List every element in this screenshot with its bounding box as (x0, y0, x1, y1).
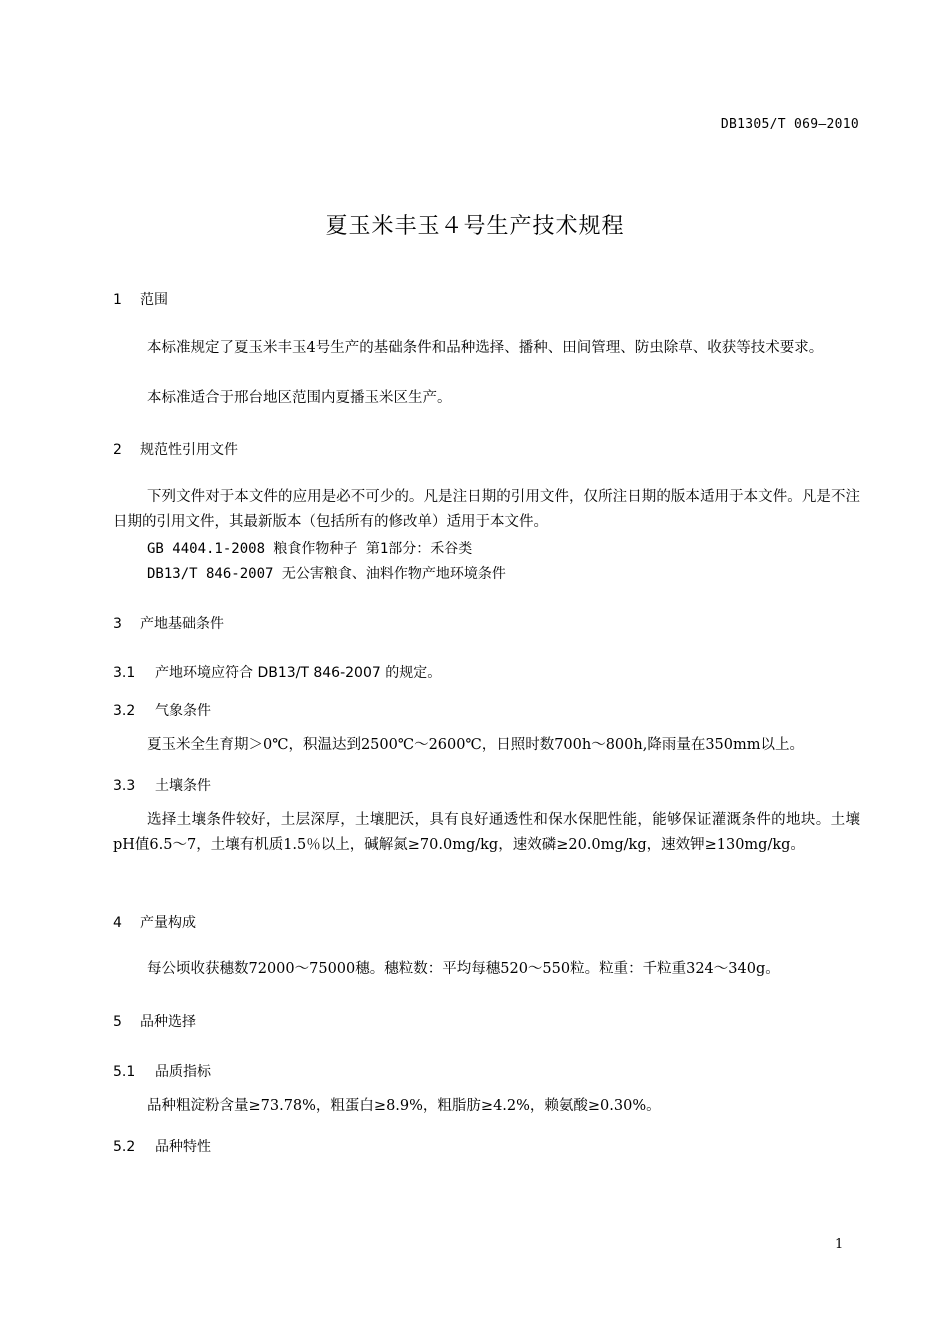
subsection-heading-3-1 (113, 662, 441, 682)
subsection-title: 品种特性 (155, 1139, 211, 1155)
page-number: 1 (835, 1237, 844, 1252)
paragraph-quality: 品种粗淀粉含量≥73.78%，粗蛋白≥8.9%，粗脂肪≥4.2%，赖氨酸≥0.30%。 (147, 1098, 661, 1114)
subsection-heading-3-3 (113, 775, 211, 795)
section-number: 2 (113, 442, 122, 458)
section-heading-4 (113, 912, 196, 932)
subsection-heading-5-2 (113, 1136, 211, 1156)
section-title: 产地基础条件 (140, 616, 224, 632)
subsection-title: 气象条件 (155, 703, 211, 719)
section-heading-1 (113, 289, 168, 309)
subsection-number: 3.3 (113, 778, 136, 794)
section-heading-5 (113, 1011, 196, 1031)
subsection-number: 5.2 (113, 1139, 136, 1155)
document-code: DB1305/T 069—2010 (720, 117, 859, 132)
section-heading-2 (113, 439, 238, 459)
document-title: 夏玉米丰玉４号生产技术规程 (325, 214, 625, 239)
subsection-number: 5.1 (113, 1064, 136, 1080)
section-title: 规范性引用文件 (140, 442, 238, 458)
section-number: 4 (113, 915, 122, 931)
section-number: 3 (113, 616, 122, 632)
section-title: 产量构成 (140, 915, 196, 931)
paragraph-scope: 本标准规定了夏玉米丰玉4号生产的基础条件和品种选择、播种、田间管理、防虫除草、收获等技术要求。 (147, 340, 824, 356)
reference-item: DB13/T 846-2007 无公害粮食、油料作物产地环境条件 (147, 566, 506, 582)
reference-item: GB 4404.1-2008 粮食作物种子 第1部分：禾谷类 (147, 541, 473, 557)
section-number: 1 (113, 292, 122, 308)
paragraph-soil: 选择土壤条件较好，土层深厚，土壤肥沃，具有良好通透性和保水保肥性能，能够保证灌溉条件的地块。土壤pH值6.5～7，土壤有机质1.5％以上，碱解氮≥70.0mg/kg，速效磷≥20.0mg/kg，速效钾≥130mg/kg。 (113, 812, 860, 853)
subsection-title: 品质指标 (155, 1064, 211, 1080)
section-title: 范围 (140, 292, 168, 308)
subsection-heading-5-1 (113, 1061, 211, 1081)
subsection-title: 产地环境应符合 DB13/T 846-2007 的规定。 (155, 665, 442, 681)
subsection-heading-3-2 (113, 700, 211, 720)
section-heading-3 (113, 613, 224, 633)
section-number: 5 (113, 1014, 122, 1030)
section-title: 品种选择 (140, 1014, 196, 1030)
paragraph-climate: 夏玉米全生育期＞0℃，积温达到2500℃～2600℃，日照时数700h～800h,降雨量在350mm以上。 (147, 737, 805, 753)
subsection-number: 3.2 (113, 703, 136, 719)
subsection-title: 土壤条件 (155, 778, 211, 794)
subsection-number: 3.1 (113, 665, 136, 681)
paragraph-references-intro: 下列文件对于本文件的应用是必不可少的。凡是注日期的引用文件，仅所注日期的版本适用于本文件。凡是不注日期的引用文件，其最新版本（包括所有的修改单）适用于本文件。 (113, 489, 860, 530)
paragraph-yield: 每公顷收获穗数72000～75000穗。穗粒数：平均每穗520～550粒。粒重：千粒重324～340g。 (147, 961, 780, 977)
paragraph-scope-area: 本标准适合于邢台地区范围内夏播玉米区生产。 (147, 390, 452, 406)
